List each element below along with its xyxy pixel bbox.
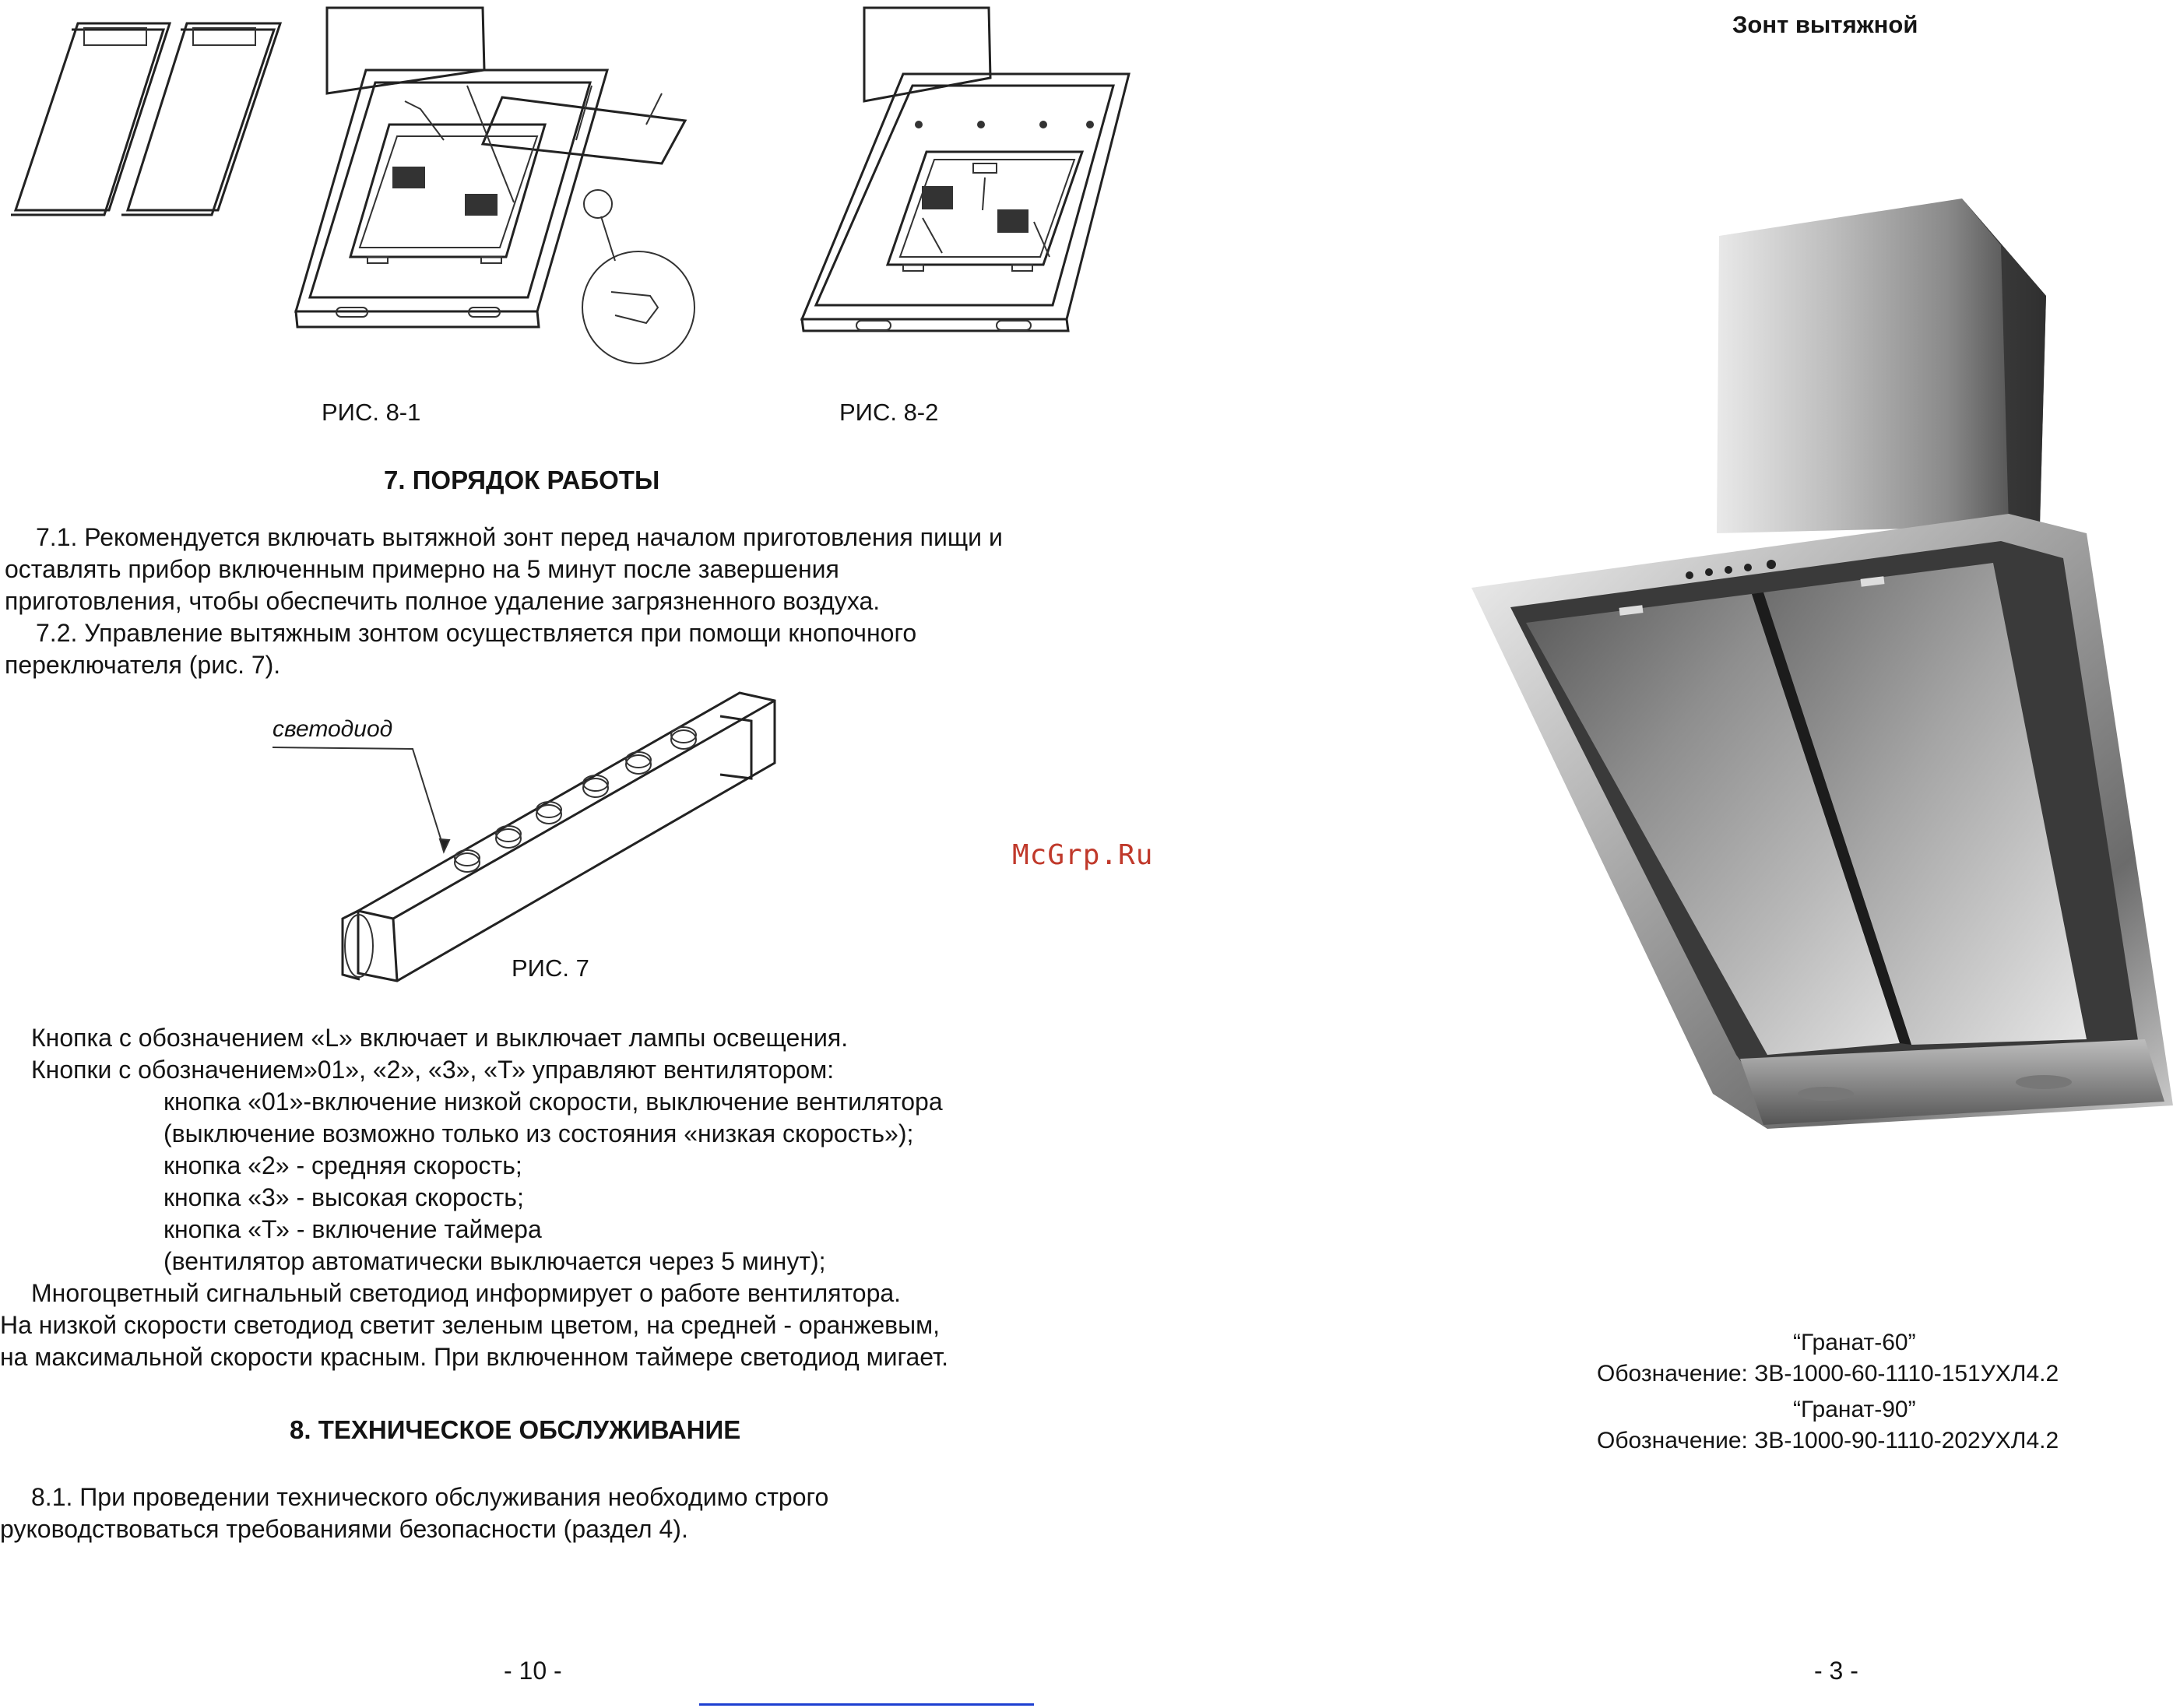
buttons-list-4: кнопка «3» - высокая скорость; — [164, 1183, 524, 1211]
buttons-list-6: (вентилятор автоматически выключается через 5 минут); — [164, 1247, 826, 1275]
model-2-name: “Гранат-90” — [1793, 1397, 1916, 1422]
led-text-line-1: Многоцветный сигнальный светодиод информирует о работе вентилятора. — [31, 1279, 902, 1307]
buttons-list-5: кнопка «Т» - включение таймера — [164, 1215, 542, 1243]
p7-2-line-1: 7.2. Управление вытяжным зонтом осуществляется при помощи кнопочного — [36, 619, 917, 647]
right-page-number: - 3 - — [1814, 1657, 1858, 1685]
figure-7-caption: РИС. 7 — [512, 954, 589, 982]
figure-8-1-filter-panels — [0, 0, 311, 234]
figure-8-1-caption: РИС. 8-1 — [322, 399, 421, 426]
p7-1-line-3: приготовления, чтобы обеспечить полное удаление загрязненного воздуха. — [5, 587, 881, 615]
p7-1-line-2: оставлять прибор включенным примерно на 5 минут после завершения — [5, 555, 839, 583]
figure-8-2-hood-drawing — [786, 0, 1145, 343]
section-8-title: 8. ТЕХНИЧЕСКОЕ ОБСЛУЖИВАНИЕ — [290, 1415, 741, 1444]
buttons-list-2: (выключение возможно только из состояния «низкая скорость»); — [164, 1119, 914, 1147]
figure-7-button-switch — [327, 685, 794, 989]
buttons-text-line-2: Кнопки с обозначением»01», «2», «3», «Т» управляют вентилятором: — [31, 1056, 835, 1084]
led-text-line-3: на максимальной скорости красным. При включенном таймере светодиод мигает. — [0, 1343, 948, 1371]
left-page-number: - 10 - — [504, 1657, 562, 1685]
model-2-designation: Обозначение: ЗВ-1000-90-1110-202УХЛ4.2 — [1597, 1428, 2059, 1453]
range-hood-product-image — [1464, 199, 2173, 1140]
p7-2-line-2: переключателя (рис. 7). — [5, 651, 281, 679]
footer-link-bar[interactable] — [699, 1703, 1034, 1706]
buttons-list-1: кнопка «01»-включение низкой скорости, выключение вентилятора — [164, 1088, 943, 1116]
figure-8-2-caption: РИС. 8-2 — [839, 399, 939, 426]
figure-8-1-hood-drawing — [280, 0, 716, 374]
buttons-text-line-1: Кнопка с обозначением «L» включает и выключает лампы освещения. — [31, 1024, 849, 1052]
model-1-name: “Гранат-60” — [1793, 1330, 1916, 1355]
section-7-title: 7. ПОРЯДОК РАБОТЫ — [384, 466, 660, 494]
buttons-list-3: кнопка «2» - средняя скорость; — [164, 1151, 522, 1179]
model-1-designation: Обозначение: ЗВ-1000-60-1110-151УХЛ4.2 — [1597, 1361, 2059, 1386]
p7-1-line-1: 7.1. Рекомендуется включать вытяжной зонт перед началом приготовления пищи и — [36, 523, 1003, 551]
led-label: светодиод — [273, 716, 393, 742]
p8-1-line-1: 8.1. При проведении технического обслуживания необходимо строго — [31, 1483, 829, 1511]
p8-1-line-2: руководствоваться требованиями безопасности (раздел 4). — [0, 1515, 688, 1543]
right-page-title: Зонт вытяжной — [1732, 11, 1918, 38]
watermark: McGrp.Ru — [1012, 839, 1154, 871]
led-text-line-2: На низкой скорости светодиод светит зеленым цветом, на средней - оранжевым, — [0, 1311, 941, 1339]
